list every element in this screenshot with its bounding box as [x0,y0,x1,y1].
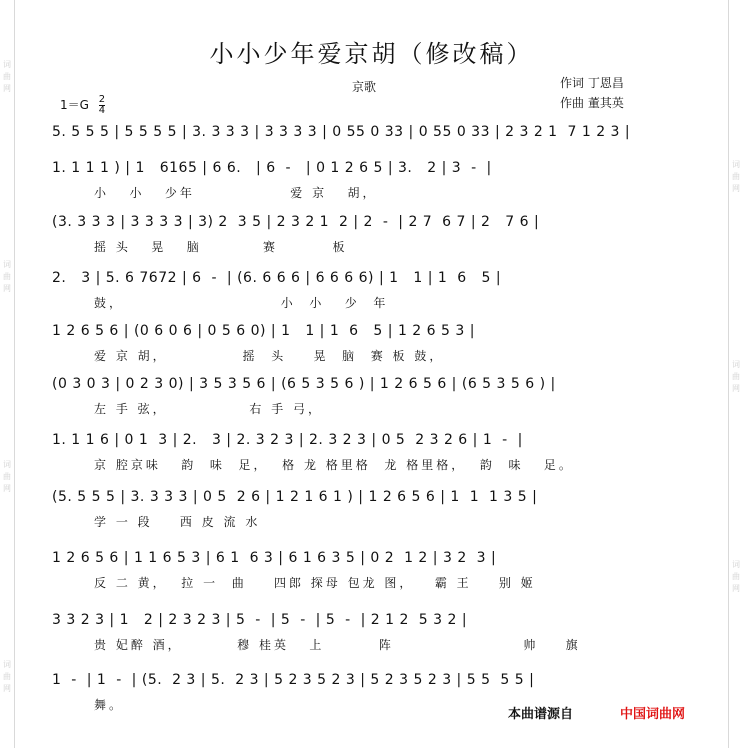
watermark-column-left [0,0,15,748]
watermark-char: 曲 [3,72,11,81]
lyricist-credit: 作词 丁恩昌 [560,76,624,90]
notation-line: 1. 1 1 1 ) | 1 6165 | 6 6. | 6 - | 0 1 2 6 5 | 3. 2 | 3 - | [52,160,492,176]
genre-label: 京歌 [352,80,377,94]
notation-line: 2. 3 | 5. 6 7672 | 6 - | (6. 6 6 6 | 6 6 6 6) | 1 1 | 1 6 5 | [52,270,502,286]
watermark-char: 网 [3,684,11,693]
watermark-column-right [728,0,743,748]
watermark-char: 词 [3,660,11,669]
notation-line: 1. 1 1 6 | 0 1 3 | 2. 3 | 2. 3 2 3 | 2. 3 2 3 | 0 5 2 3 2 6 | 1 - | [52,432,523,448]
lyrics-line: 学 一 段 西 皮 流 水 [94,515,261,529]
time-sig-bottom: 4 [98,105,106,116]
notation-line: 3 3 2 3 | 1 2 | 2 3 2 3 | 5 - | 5 - | 5 - | 2 1 2 5 3 2 | [52,612,468,628]
time-signature [99,95,105,116]
lyrics-line: 贵 妃醉 酒， 穆 桂英 上 阵 帅 旗 [94,638,581,652]
watermark-char: 曲 [3,472,11,481]
watermark-char: 曲 [3,672,11,681]
source-label: 本曲谱源自 [508,707,574,722]
notation-line: (5. 5 5 5 | 3. 3 3 3 | 0 5 2 6 | 1 2 1 6 1 ) | 1 2 6 5 6 | 1 1 1 3 5 | [52,489,538,505]
lyrics-line: 小 小 少年 爱 京 胡， [94,186,378,200]
lyrics-line: 京 腔京味 韵 味 足， 格 龙 格里格 龙 格里格， 韵 味 足。 [94,458,574,472]
page-title: 小小少年爱京胡（修改稿） [209,40,534,68]
watermark-char: 词 [732,560,740,569]
notation-line: 5. 5 5 5 | 5 5 5 5 | 3. 3 3 3 | 3 3 3 3 | 0 55 0 33 | 0 55 0 33 | 2 3 2 1 7 1 2 3 | [52,124,631,140]
lyrics-line: 反 二 黄， 拉 一 曲 四郎 探母 包龙 图， 霸 王 别 姬 [94,576,536,590]
lyrics-line: 鼓， 小 小 少 年 [94,296,389,310]
key-signature [60,95,105,116]
watermark-char: 网 [3,284,11,293]
watermark-char: 网 [732,584,740,593]
source-brand: 中国词曲网 [620,707,686,722]
lyrics-line: 爱 京 胡， 摇 头 晃 脑 赛 板 鼓， [94,349,445,363]
time-sig-top: 2 [98,94,106,105]
lyrics-line: 舞。 [94,698,125,712]
notation-line: 1 2 6 5 6 | 1 1 6 5 3 | 6 1 6 3 | 6 1 6 3 5 | 0 2 1 2 | 3 2 3 | [52,550,497,566]
watermark-char: 曲 [732,572,740,581]
watermark-char: 网 [732,184,740,193]
watermark-char: 网 [3,484,11,493]
watermark-char: 网 [3,84,11,93]
composer-credit: 作曲 董其英 [560,96,624,110]
watermark-char: 曲 [732,372,740,381]
watermark-char: 词 [732,360,740,369]
key-label: 1＝G [60,98,89,112]
watermark-char: 词 [3,260,11,269]
watermark-char: 词 [3,60,11,69]
notation-line: (3. 3 3 3 | 3 3 3 3 | 3) 2 3 5 | 2 3 2 1 2 | 2 - | 2 7 6 7 | 2 7 6 | [52,214,540,230]
notation-line: 1 - | 1 - | (5. 2 3 | 5. 2 3 | 5 2 3 5 2 3 | 5 2 3 5 2 3 | 5 5 5 5 | [52,672,535,688]
notation-line: (0 3 0 3 | 0 2 3 0) | 3 5 3 5 6 | (6 5 3 5 6 ) | 1 2 6 5 6 | (6 5 3 5 6 ) | [52,376,556,392]
lyrics-line: 左 手 弦， 右 手 弓， [94,402,324,416]
notation-line: 1 2 6 5 6 | (0 6 0 6 | 0 5 6 0) | 1 1 | 1 6 5 | 1 2 6 5 3 | [52,323,475,339]
lyrics-line: 摇 头 晃 脑 赛 板 [94,240,348,254]
watermark-char: 曲 [732,172,740,181]
watermark-char: 词 [3,460,11,469]
watermark-char: 词 [732,160,740,169]
watermark-char: 曲 [3,272,11,281]
watermark-char: 网 [732,384,740,393]
